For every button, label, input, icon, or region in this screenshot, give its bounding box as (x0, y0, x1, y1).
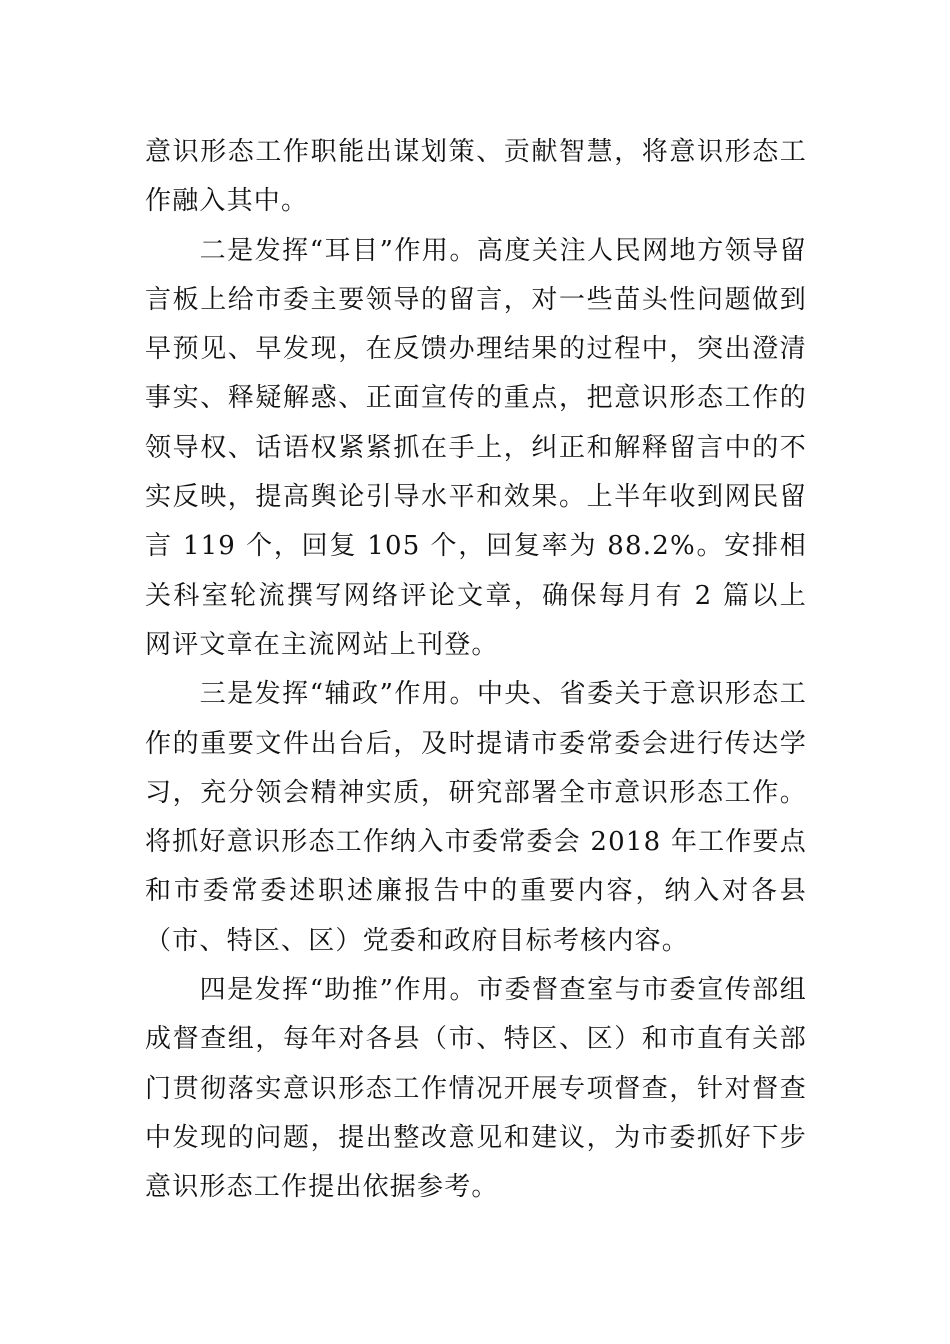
document-body (145, 128, 807, 1213)
paragraph-continuation: 意识形态工作职能出谋划策、贡献智慧，将意识形态工作融入其中。 (145, 137, 807, 217)
paragraph-assist-governance-role: 三是发挥“辅政”作用。中央、省委关于意识形态工作的重要文件出台后，及时提请市委常委会进行传达学习，充分领会精神实质，研究部署全市意识形态工作。将抓好意识形态工作纳入市委常委会 2018 年工作要点和市委常委述职述廉报告中的重要内容，纳入对各县（市、特区、区）党委和政府目标考核内容。 (145, 679, 807, 956)
paragraph-promotion-role: 四是发挥“助推”作用。市委督查室与市委宣传部组成督查组，每年对各县（市、特区、区）和市直有关部门贯彻落实意识形态工作情况开展专项督查，针对督查中发现的问题，提出整改意见和建议，为市委抓好下步意识形态工作提出依据参考。 (145, 975, 807, 1203)
paragraph-ear-eye-role: 二是发挥“耳目”作用。高度关注人民网地方领导留言板上给市委主要领导的留言，对一些苗头性问题做到早预见、早发现，在反馈办理结果的过程中，突出澄清事实、释疑解惑、正面宣传的重点，把意识形态工作的领导权、话语权紧紧抓在手上，纠正和解释留言中的不实反映，提高舆论引导水平和效果。上半年收到网民留言 119 个，回复 105 个，回复率为 88.2%。安排相关科室轮流撰写网络评论文章，确保每月有 2 篇以上网评文章在主流网站上刊登。 (145, 235, 807, 660)
